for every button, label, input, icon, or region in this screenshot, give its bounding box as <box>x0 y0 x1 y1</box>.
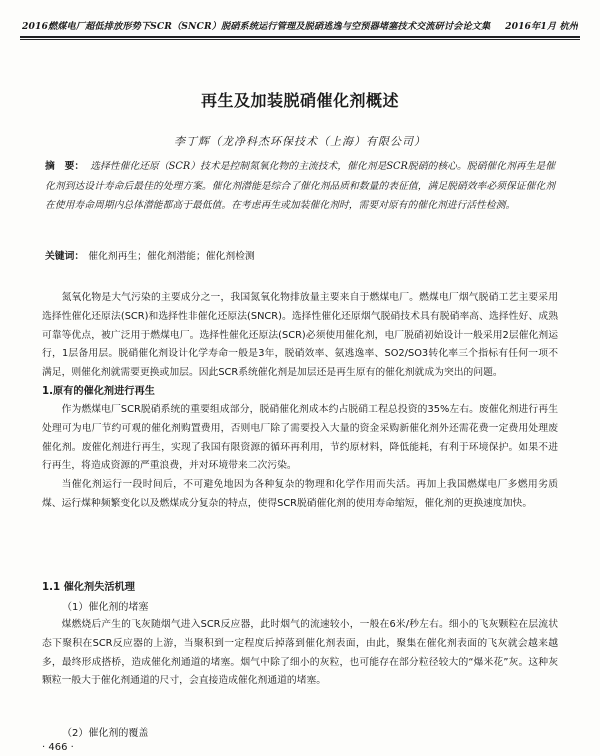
page-number: · 466 · <box>42 742 74 753</box>
section-1-paragraph: 作为燃煤电厂SCR脱硝系统的重要组成部分，脱硝催化剂成本约占脱硝工程总投资的35%左右。废催化剂进行再生处理可为电厂节约可观的催化剂购置费用，否则电厂除了需要投入大量的资金采购新催化剂外还需花费一定费用处理废催化剂。废催化剂进行再生，实现了我国有限资源的循环再利用，节约原材料，降低能耗，有利于环境保护。如果不进行再生，将造成资源的严重浪费，并对环境带来二次污染。 <box>42 404 558 472</box>
running-header <box>22 18 578 34</box>
subsection-covering-heading: （2）催化剂的覆盖 <box>62 728 149 739</box>
subsection-clogging-heading: （1）催化剂的堵塞 <box>62 602 149 613</box>
abstract <box>45 157 555 216</box>
section-1-heading: 1.原有的催化剂进行再生 <box>42 386 155 397</box>
keywords-text: 催化剂再生；催化剂潜能；催化剂检测 <box>88 251 255 262</box>
header-rule <box>20 36 580 40</box>
clogging-paragraph: 煤燃烧后产生的飞灰随烟气进入SCR反应器，此时烟气的流速较小，一般在6米/秒左右。细小的飞灰颗粒在层流状态下聚积在SCR反应器的上游，当聚积到一定程度后掉落到催化剂表面，由此，聚集在催化剂表面的飞灰就会越来越多，最终形成搭桥，造成催化剂通道的堵塞。烟气中除了细小的灰粒，也可能存在部分粒径较大的“爆米花”灰。这种灰颗粒一般大于催化剂通道的尺寸，会直接造成催化剂通道的堵塞。 <box>42 619 558 687</box>
intro-paragraph-block <box>42 289 558 383</box>
section-1-1-body <box>42 616 558 691</box>
section-1-body <box>42 401 558 514</box>
intro-paragraph: 氮氧化物是大气污染的主要成分之一，我国氮氧化物排放量主要来自于燃煤电厂。燃煤电厂烟气脱硝工艺主要采用选择性催化还原法(SCR)和选择性非催化还原法(SNCR)。选择性催化还原烟气脱硝技术具有脱硝率高、选择性好、成熟可靠等优点，被广泛用于燃煤电厂。选择性催化还原法(SCR)必须使用催化剂，电厂脱硝初始设计一般采用2层催化剂运行，1层备用层。脱硝催化剂设计化学寿命一般是3年，脱硝效率、氨逃逸率、SO2/SO3转化率三个指标有任何一项不满足，则催化剂就需要更换或加层。因此SCR系统催化剂是加层还是再生原有的催化剂就成为突出的问题。 <box>42 292 558 379</box>
abstract-text: 选择性催化还原（SCR）技术是控制氮氧化物的主流技术，催化剂是SCR脱硝的核心。脱硝催化剂再生是催化剂到达设计寿命后最佳的处理方案。催化剂潜能是综合了催化剂品质和数量的表征值，满足脱硝效率必须保证催化剂在使用寿命周期内总体潜能都高于最低值。在考虑再生或加装催化剂时，需要对原有的催化剂进行活性检测。 <box>45 161 555 211</box>
header-proceedings-title: 2016燃煤电厂超低排放形势下SCR（SNCR）脱硝系统运行管理及脱硝逃逸与空预器堵塞技术交流研讨会论文集 <box>22 21 491 32</box>
section-1-1-heading: 1.1 催化剂失活机理 <box>42 582 135 593</box>
keywords <box>45 249 555 265</box>
abstract-label: 摘 要： <box>45 161 85 172</box>
header-date-location: 2016年1月 杭州 <box>505 21 578 32</box>
author-affiliation: 李丁辉（龙净科杰环保技术（上海）有限公司） <box>174 135 426 148</box>
keywords-label: 关键词： <box>45 251 85 262</box>
paper-title: 再生及加装脱硝催化剂概述 <box>200 91 399 110</box>
section-1-paragraph: 当催化剂运行一段时间后，不可避免地因为各种复杂的物理和化学作用而失活。再加上我国燃煤电厂多燃用劣质煤、运行煤种频繁变化以及燃煤成分复杂的特点，使得SCR脱硝催化剂的使用寿命缩短，催化剂的更换速度加快。 <box>42 479 558 509</box>
